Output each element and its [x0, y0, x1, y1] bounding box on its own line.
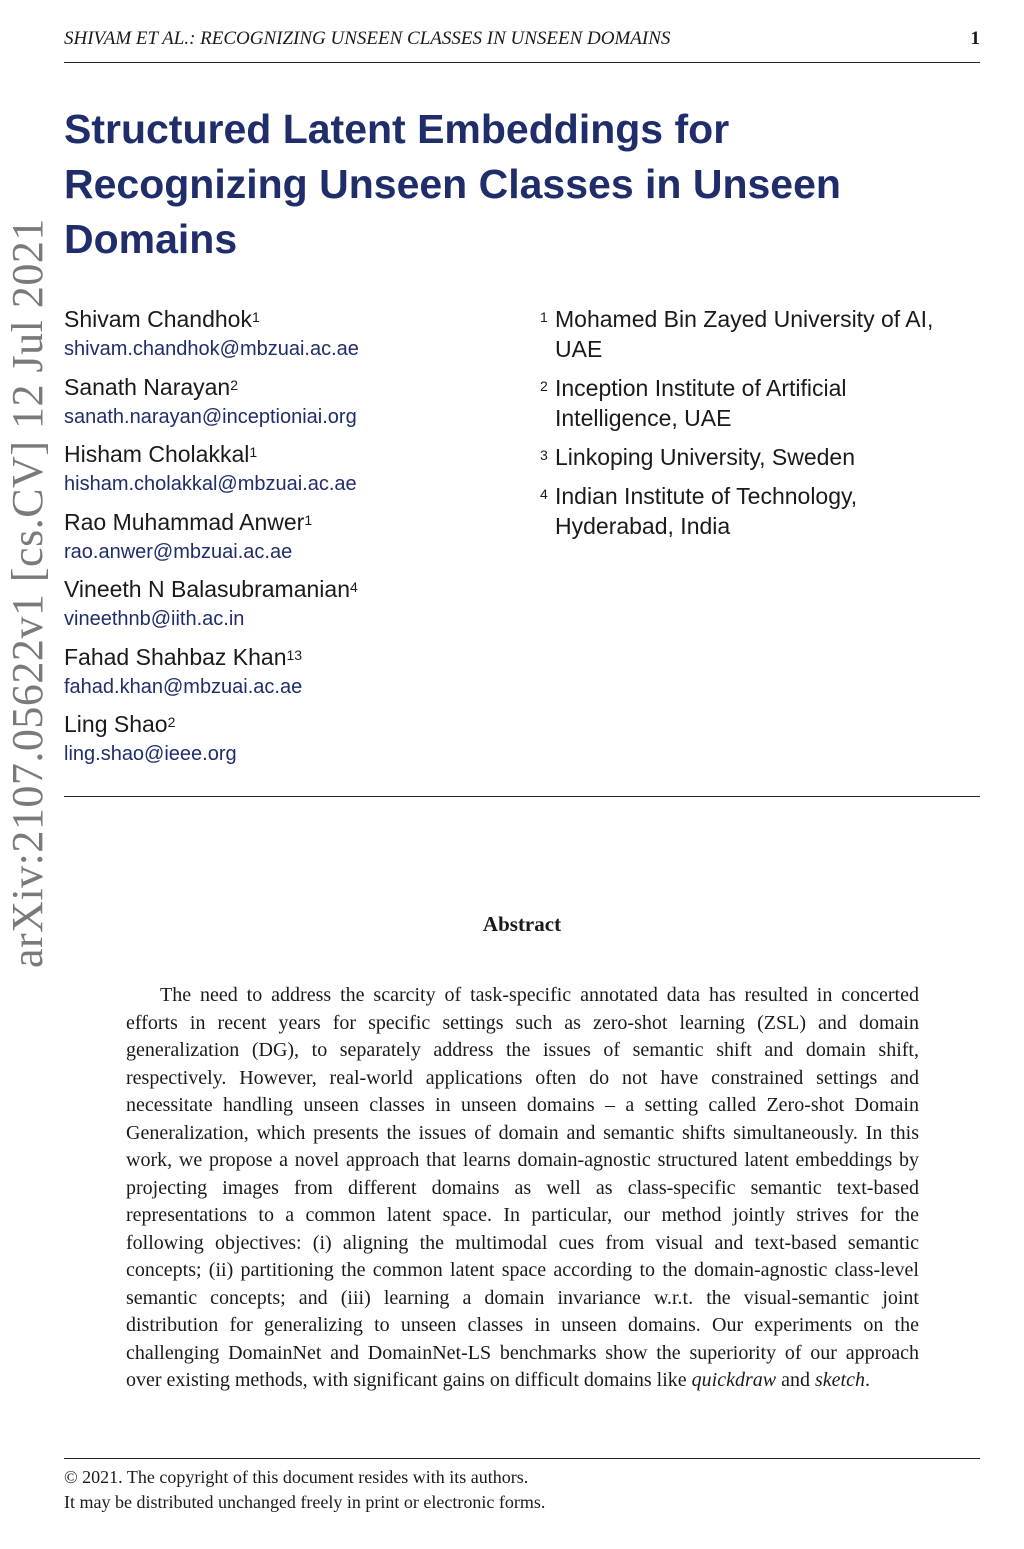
affiliation-number: 4	[540, 486, 548, 502]
affiliation-text: Mohamed Bin Zayed University of AI, UAE	[555, 306, 934, 362]
author-affiliation-mark: 13	[286, 646, 303, 663]
author-entry	[64, 573, 524, 641]
author-affiliation-mark: 1	[251, 309, 260, 325]
author-name: Hisham Cholakkal$^1$	[64, 441, 258, 467]
author-name: Vineeth N Balasubramanian$^4$	[64, 576, 358, 602]
author-email[interactable]: vineethnb@iith.ac.in	[64, 608, 245, 630]
copyright-footer	[64, 1465, 980, 1515]
affiliation-text: Linkoping University, Sweden	[555, 444, 856, 470]
author-affiliation-mark: 1	[304, 511, 313, 528]
running-head-title: SHIVAM ET AL.: RECOGNIZING UNSEEN CLASSES IN UNSEEN DOMAINS	[64, 28, 671, 49]
abstract-end-punct: .	[864, 1369, 870, 1391]
author-entry	[64, 438, 524, 506]
author-email[interactable]: fahad.khan@mbzuai.ac.ae	[64, 675, 303, 698]
author-name: Fahad Shahbaz Khan$^{13}$	[64, 643, 303, 670]
affiliation-entry	[540, 442, 960, 472]
affiliation-number: 1	[540, 309, 548, 325]
distribution-line: It may be distributed unchanged freely in print or electronic forms.	[64, 1492, 546, 1512]
author-entry	[64, 371, 524, 439]
page-number: 1	[970, 28, 980, 49]
affiliation-text: Indian Institute of Technology, Hyderabad, India	[555, 483, 858, 539]
author-list	[64, 303, 524, 776]
affiliation-list	[540, 304, 960, 550]
abstract-text: The need to address the scarcity of task-specific annotated data has resulted in concerted efforts in recent years for specific settings such as zero-shot learning (ZSL) and domain generalization (DG), to separately address the issues of semantic shift and domain shift, respectively. However, real-world applications often do not have constrained settings and necessitate handling unseen classes in unseen domains – a setting called Zero-shot Domain Generalization, which presents the issues of domain and semantic shifts simultaneously. In this work, we propose a novel approach that learns domain-agnostic structured latent embeddings by projecting images from different domains as well as class-specific semantic text-based representations to a common latent space. In particular, our method jointly strives for the following objectives: (i) aligning the multimodal cues from visual and text-based semantic concepts; (ii) partitioning the common latent space according to the domain-agnostic class-level semantic concepts; and (iii) learning a domain invariance w.r.t. the visual-semantic joint distribution for generalizing to unseen classes in unseen domains. Our experiments on the challenging DomainNet and DomainNet-LS benchmarks show the superiority of our approach over existing methods, with significant gains on difficult domains like	[126, 984, 919, 1391]
author-entry	[64, 303, 524, 371]
author-affiliation-mark: 4	[349, 579, 358, 595]
footer-rule	[64, 1458, 980, 1459]
author-email[interactable]: sanath.narayan@inceptioniai.org	[64, 405, 357, 428]
abstract-emphasis: quickdraw	[691, 1369, 777, 1391]
running-head	[64, 28, 980, 52]
author-name: Ling Shao$^2$	[64, 711, 176, 737]
author-entry	[64, 641, 524, 709]
abstract-body	[126, 982, 919, 1395]
copyright-line: © 2021. The copyright of this document resides with its authors.	[64, 1467, 529, 1487]
arxiv-stamp: arXiv:2107.05622v1 [cs.CV] 12 Jul 2021	[3, 218, 52, 968]
affiliation-number: 2	[540, 378, 548, 394]
affiliation-text: Inception Institute of Artificial Intelligence, UAE	[555, 375, 847, 431]
paper-title: Structured Latent Embeddings for Recognizing Unseen Classes in Unseen Domains	[64, 106, 841, 262]
section-rule	[64, 796, 980, 797]
author-email[interactable]: shivam.chandhok@mbzuai.ac.ae	[64, 338, 359, 360]
abstract-connector: and	[781, 1369, 810, 1391]
affiliation-entry	[540, 481, 960, 541]
abstract-heading: Abstract	[482, 912, 562, 936]
abstract-emphasis: sketch	[815, 1369, 865, 1391]
author-affiliation-mark: 2	[167, 714, 176, 730]
header-rule	[64, 62, 980, 63]
author-name: Rao Muhammad Anwer$^1$	[64, 508, 313, 535]
author-email[interactable]: rao.anwer@mbzuai.ac.ae	[64, 540, 293, 563]
author-name: Shivam Chandhok$^1$	[64, 306, 260, 332]
author-name: Sanath Narayan$^2$	[64, 373, 239, 400]
affiliation-entry	[540, 373, 960, 433]
author-affiliation-mark: 2	[230, 376, 239, 393]
author-email[interactable]: hisham.cholakkal@mbzuai.ac.ae	[64, 473, 357, 495]
author-entry	[64, 708, 524, 776]
author-entry	[64, 506, 524, 574]
affiliation-entry	[540, 304, 960, 364]
author-email[interactable]: ling.shao@ieee.org	[64, 743, 237, 765]
author-affiliation-mark: 1	[249, 444, 258, 460]
affiliation-number: 3	[540, 447, 548, 463]
